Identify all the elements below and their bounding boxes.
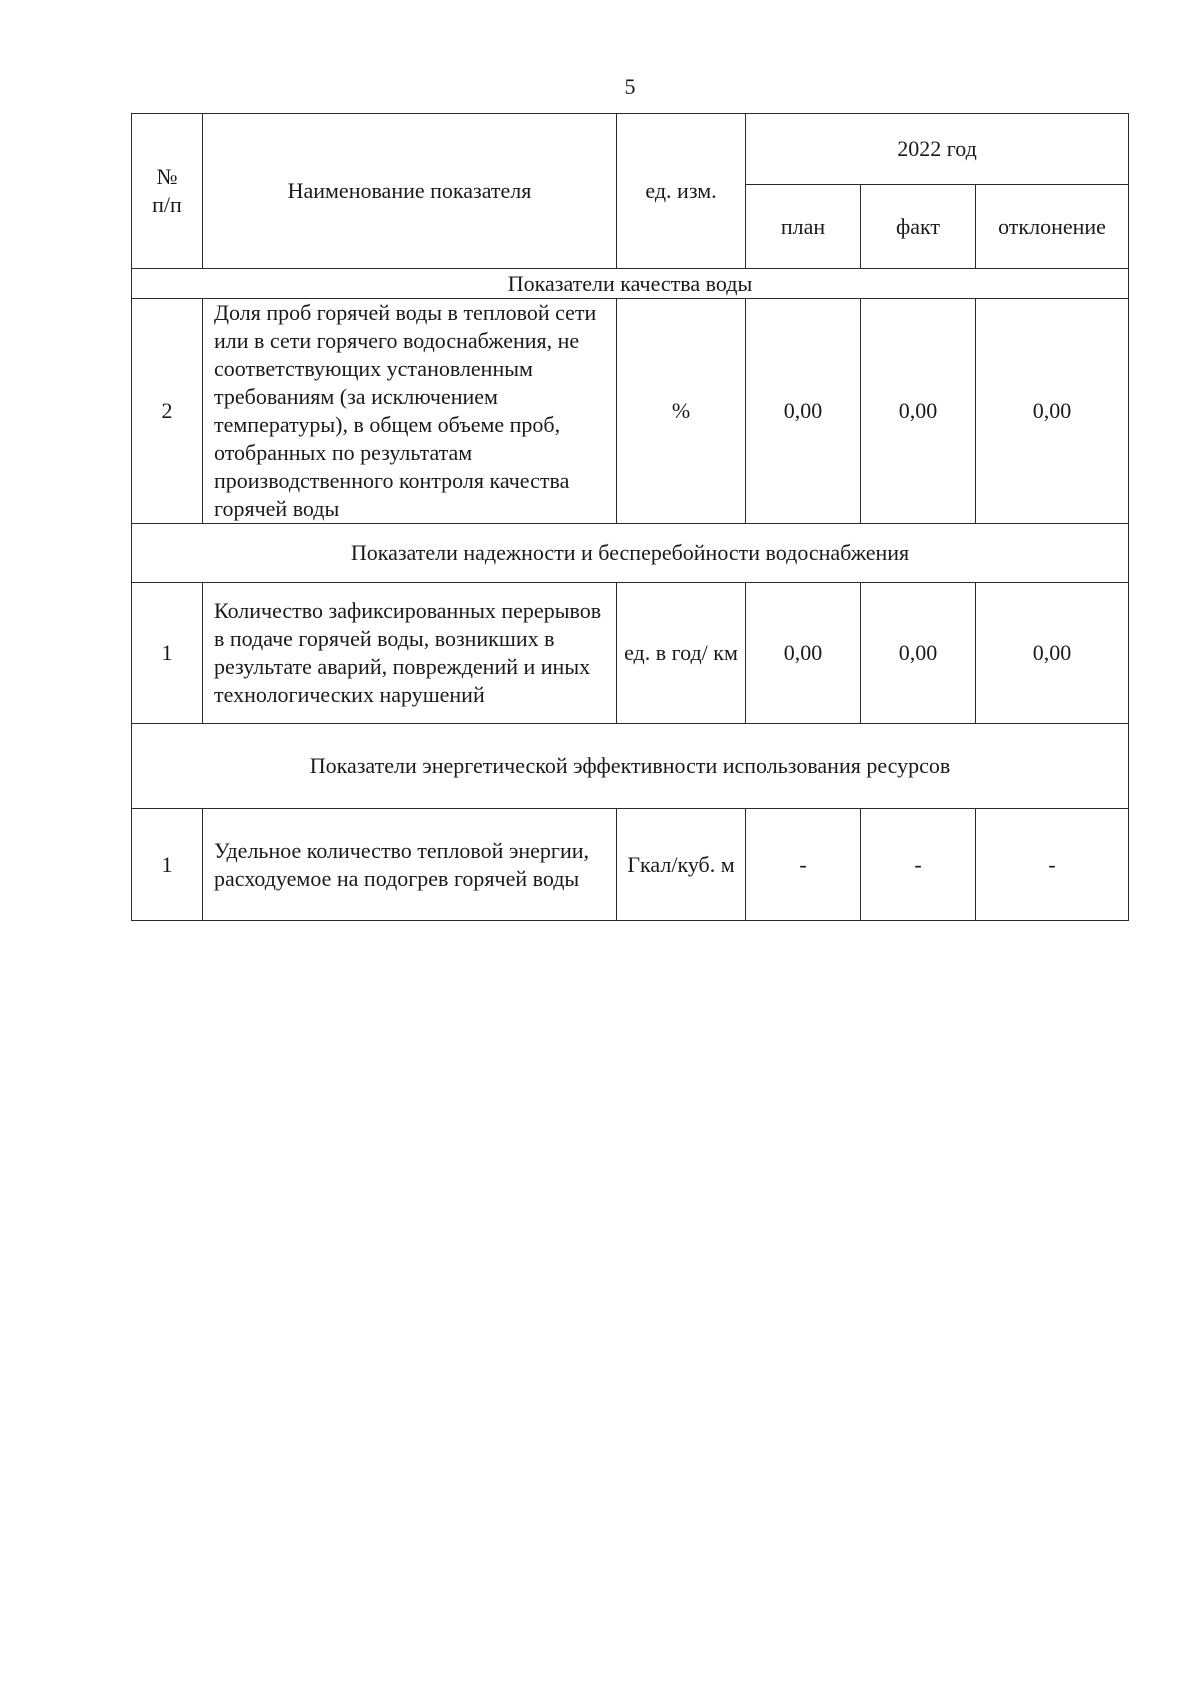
row-fact: 0,00	[861, 583, 976, 724]
indicators-table	[131, 113, 1129, 921]
table-row	[132, 299, 1129, 524]
header-num	[132, 114, 203, 269]
header-name: Наименование показателя	[203, 114, 617, 269]
header-fact: факт	[861, 185, 976, 269]
row-fact: 0,00	[861, 299, 976, 524]
header-year: 2022 год	[746, 114, 1129, 185]
row-fact: -	[861, 809, 976, 921]
row-plan: -	[746, 809, 861, 921]
header-deviation: отклонение	[976, 185, 1129, 269]
row-deviation: -	[976, 809, 1129, 921]
row-name: Удельное количество тепловой энергии, расходуемое на подогрев горячей воды	[203, 809, 617, 921]
row-unit: ед. в год/ км	[617, 583, 746, 724]
row-deviation: 0,00	[976, 299, 1129, 524]
header-unit: ед. изм.	[617, 114, 746, 269]
table-row	[132, 583, 1129, 724]
page-number: 5	[624, 74, 636, 99]
table-row	[132, 809, 1129, 921]
row-num: 1	[132, 809, 203, 921]
row-name: Доля проб горячей воды в тепловой сети или в сети горячего водоснабжения, не соответствующих установленным требованиям (за исключением температуры), в общем объеме проб, отобранных по результатам производственного контроля качества горячей воды	[203, 299, 617, 524]
section-title: Показатели энергетической эффективности использования ресурсов	[132, 724, 1129, 809]
row-num: 1	[132, 583, 203, 724]
row-num: 2	[132, 299, 203, 524]
row-name: Количество зафиксированных перерывов в подаче горячей воды, возникших в результате аварий, повреждений и иных технологических нарушений	[203, 583, 617, 724]
header-num-symbol: №	[156, 164, 178, 189]
row-plan: 0,00	[746, 583, 861, 724]
header-row-top	[132, 114, 1129, 185]
section-title-row	[132, 524, 1129, 583]
section-title: Показатели надежности и бесперебойности водоснабжения	[132, 524, 1129, 583]
section-title-row	[132, 269, 1129, 299]
header-num-sub: п/п	[152, 192, 182, 217]
row-unit: %	[617, 299, 746, 524]
section-title-row	[132, 724, 1129, 809]
row-plan: 0,00	[746, 299, 861, 524]
header-plan: план	[746, 185, 861, 269]
section-title: Показатели качества воды	[132, 269, 1129, 299]
row-unit: Гкал/куб. м	[617, 809, 746, 921]
row-deviation: 0,00	[976, 583, 1129, 724]
